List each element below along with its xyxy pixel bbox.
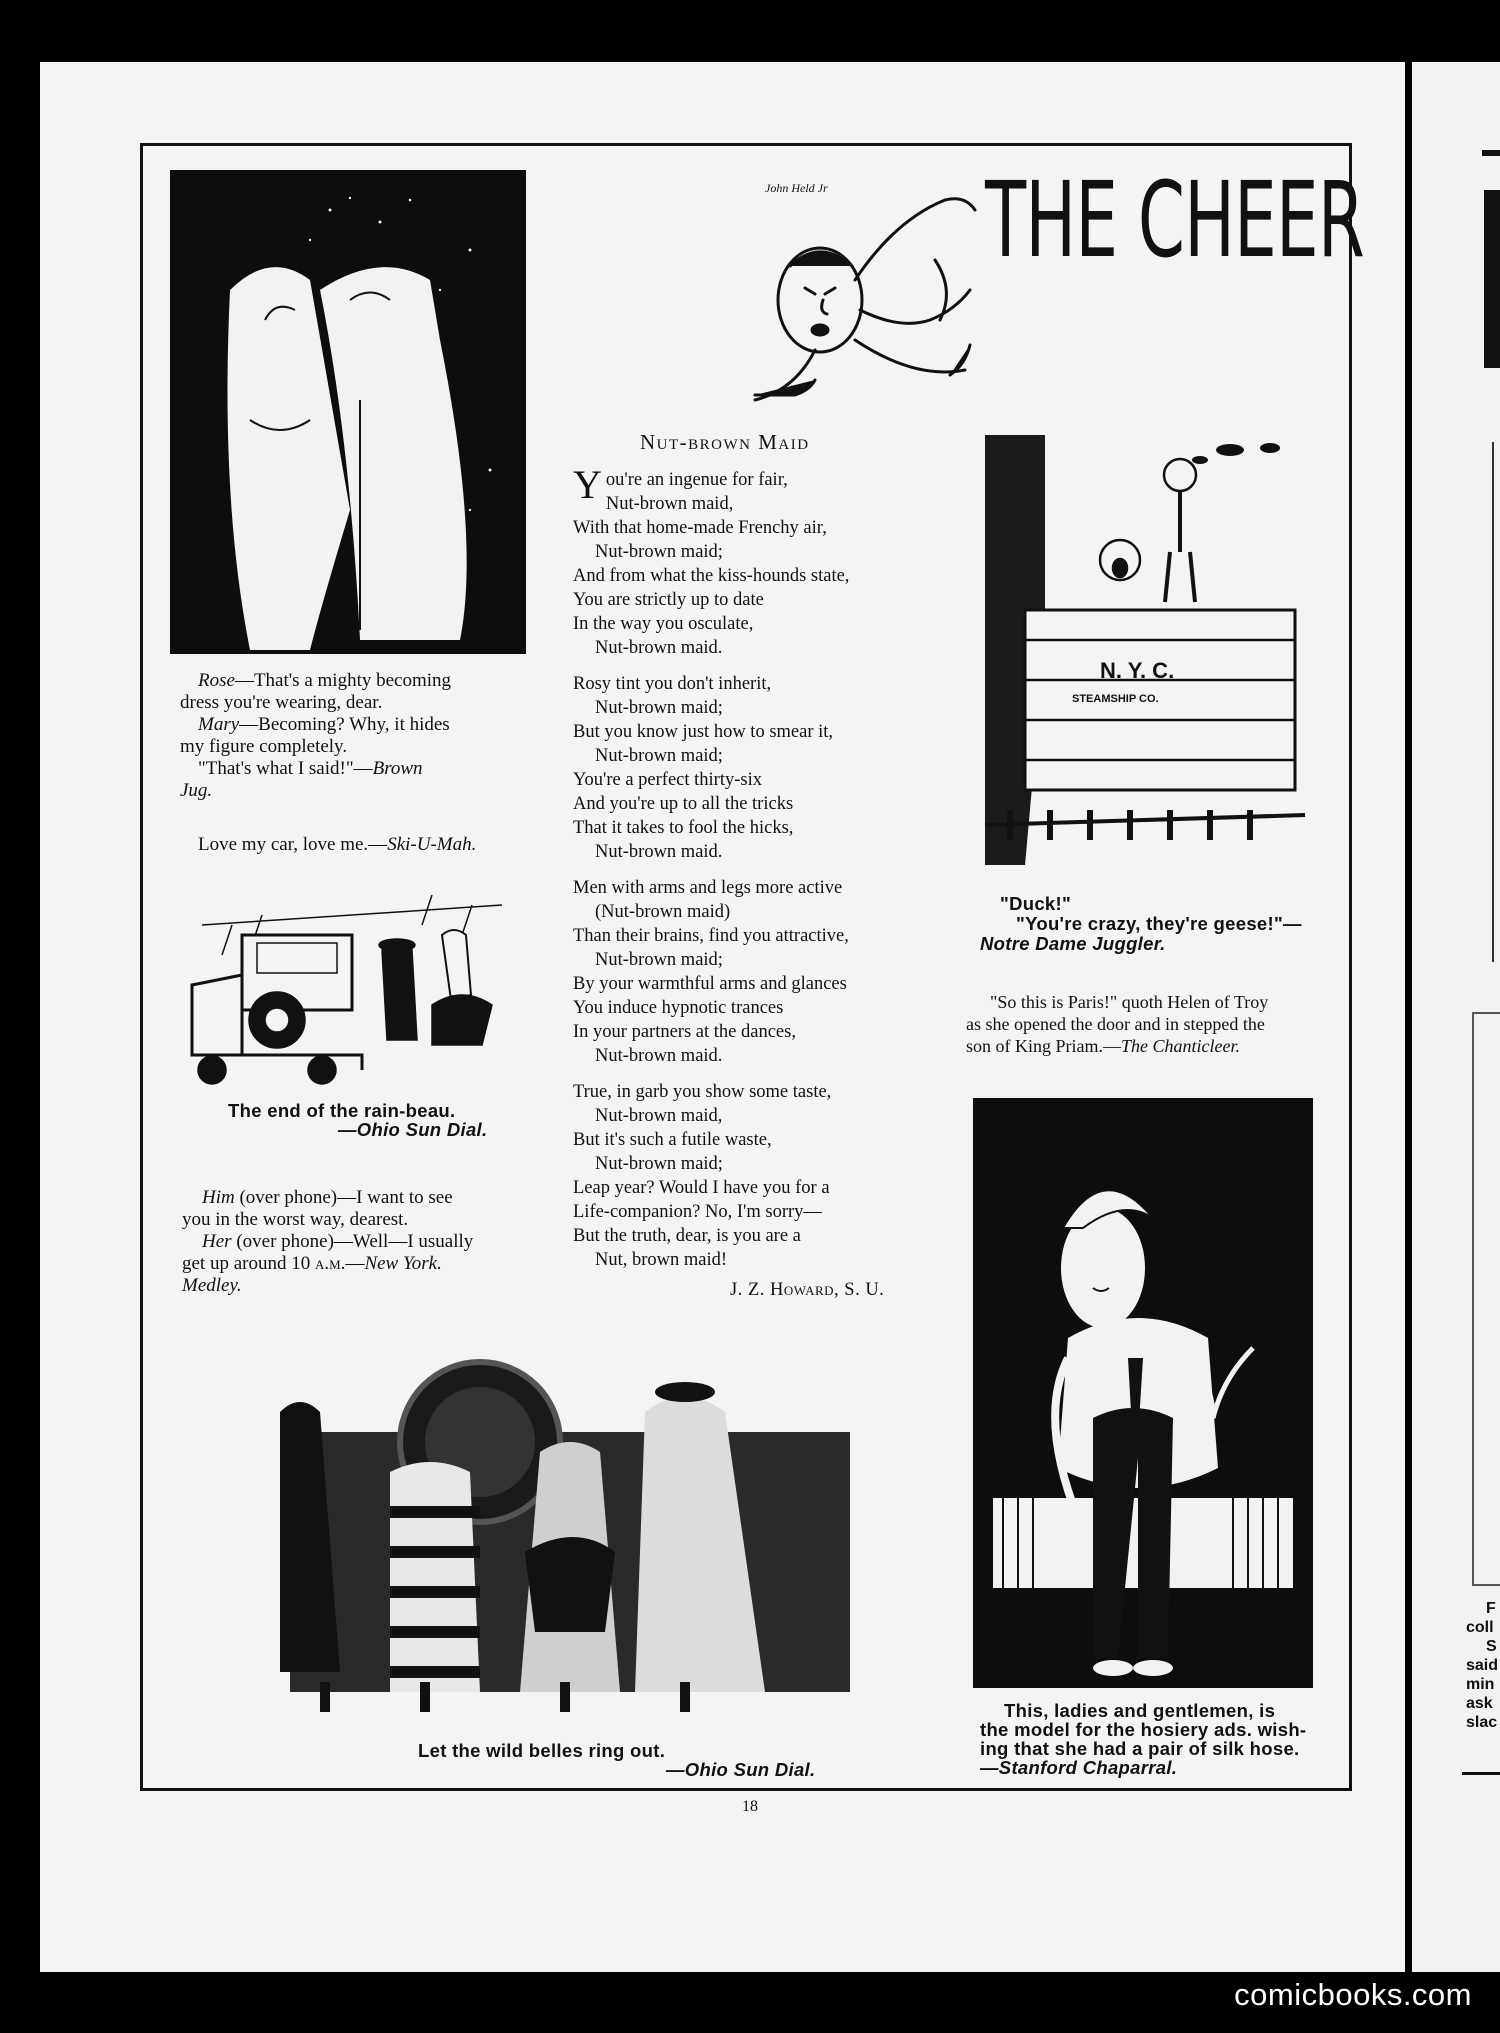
fragment: min	[1466, 1676, 1495, 1693]
poem-line: But the truth, dear, is you are a	[573, 1226, 801, 1246]
drop-cap: Y	[573, 462, 602, 507]
poem-line: You're a perfect thirty-six	[573, 770, 762, 790]
paris-line-1: "So this is Paris!" quoth Helen of Troy	[990, 992, 1269, 1012]
rose-line-1: Rose—That's a mighty becoming	[198, 670, 452, 691]
poem-line: And from what the kiss-hounds state,	[573, 566, 850, 586]
poem-line: But you know just how to smear it,	[573, 722, 834, 742]
duck-line-3: Notre Dame Juggler.	[980, 933, 1166, 954]
fragment: slac	[1466, 1714, 1498, 1731]
train-sign-nyc: N. Y. C.	[1100, 658, 1175, 683]
rain-beau-cartoon	[182, 895, 524, 1095]
speaker-mary: Mary	[198, 714, 240, 735]
paris-line-3: son of King Priam.—The Chanticleer.	[966, 1036, 1240, 1056]
poem-stanza	[573, 1080, 933, 1272]
phone-line-2: you in the worst way, dearest.	[182, 1209, 409, 1230]
poem-line: (Nut-brown maid)	[595, 902, 731, 922]
phone-line-4: get up around 10 a.m.—New York.	[182, 1253, 442, 1274]
fragment: S	[1486, 1638, 1497, 1655]
car-joke: Love my car, love me.—Ski-U-Mah.	[198, 834, 477, 855]
watermark: comicbooks.com	[1234, 1977, 1472, 2012]
poem-line: Nut-brown maid;	[595, 950, 723, 970]
fragment: F	[1486, 1600, 1496, 1617]
poem-line: By your warmthful arms and glances	[573, 974, 847, 994]
poem-line: Than their brains, find you attractive,	[573, 926, 849, 946]
poem-line: Men with arms and legs more active	[573, 878, 843, 898]
hosiery-line-4: —Stanford Chaparral.	[980, 1757, 1178, 1778]
poem-line: And you're up to all the tricks	[573, 794, 794, 814]
poem-line: In your partners at the dances,	[573, 1022, 796, 1042]
page-number: 18	[742, 1798, 758, 1815]
speaker-him: Him	[202, 1187, 235, 1208]
poem-line: Nut, brown maid!	[595, 1250, 728, 1270]
rose-line-2: dress you're wearing, dear.	[180, 692, 383, 713]
hosiery-line-2: the model for the hosiery ads. wish-	[980, 1719, 1307, 1740]
duck-line-1: "Duck!"	[1000, 893, 1072, 914]
rose-line-5: "That's what I said!"—Brown	[198, 758, 423, 779]
poem-line: In the way you osculate,	[573, 614, 754, 634]
train-cartoon	[980, 430, 1310, 880]
paris-line-2: as she opened the door and in stepped the	[966, 1014, 1265, 1034]
duck-line-2: "You're crazy, they're geese!"—	[1016, 913, 1302, 934]
rose-line-3: Mary—Becoming? Why, it hides	[198, 714, 450, 735]
poem-line: You are strictly up to date	[573, 590, 764, 610]
train-sign-steamship: STEAMSHIP CO.	[1072, 693, 1159, 705]
page-title: THE CHEER	[985, 159, 1364, 281]
poem-line: Leap year? Would I have you for a	[573, 1178, 830, 1198]
poem-line: Nut-brown maid;	[595, 542, 723, 562]
poem-body	[573, 462, 933, 1284]
poem-line: Nut-brown maid.	[595, 638, 723, 658]
fragment: ask	[1466, 1695, 1493, 1712]
poem-line: Nut-brown maid;	[595, 746, 723, 766]
poem-line: But it's such a futile waste,	[573, 1130, 772, 1150]
poem-line: Nut-brown maid,	[605, 494, 734, 514]
facing-page-edge	[1412, 62, 1500, 1972]
signature: John Held Jr	[765, 181, 828, 195]
hosiery-model-illustration	[973, 1098, 1313, 1688]
rose-line-6: Jug.	[180, 780, 213, 801]
poem-line: You induce hypnotic trances	[573, 998, 784, 1018]
fragment: coll	[1466, 1619, 1494, 1636]
speaker-her: Her	[202, 1231, 232, 1252]
phone-line-5: Medley.	[182, 1275, 242, 1296]
belles-caption-line-1: Let the wild belles ring out.	[418, 1740, 666, 1761]
poem-title: Nut-brown Maid	[640, 430, 810, 454]
poem-line: Nut-brown maid;	[595, 1154, 723, 1174]
poem-line: Life-companion? No, I'm sorry—	[573, 1202, 822, 1222]
header-cartoon	[735, 170, 995, 410]
poem-line: Nut-brown maid;	[595, 698, 723, 718]
poem-author: J. Z. Howard, S. U.	[730, 1280, 885, 1300]
rain-caption-line-1: The end of the rain-beau.	[228, 1100, 456, 1121]
hosiery-line-3: ing that she had a pair of silk hose.	[980, 1738, 1300, 1759]
belles-illustration	[250, 1352, 875, 1732]
poem-stanza	[573, 876, 933, 1068]
poem-line: Nut-brown maid.	[595, 1046, 723, 1066]
poem-line: Nut-brown maid,	[595, 1106, 723, 1126]
rose-line-4: my figure completely.	[180, 736, 348, 757]
phone-line-3: Her (over phone)—Well—I usually	[202, 1231, 474, 1252]
rain-caption-line-2: —Ohio Sun Dial.	[338, 1119, 488, 1140]
poem-line: Rosy tint you don't inherit,	[573, 674, 772, 694]
poem-line: That it takes to fool the hicks,	[573, 818, 794, 838]
poem-line: True, in garb you show some taste,	[573, 1082, 832, 1102]
poem-line: You're an ingenue for fair,	[573, 462, 788, 507]
fragment: said	[1466, 1657, 1499, 1674]
poem-line: With that home-made Frenchy air,	[573, 518, 827, 538]
poem-stanza	[573, 672, 933, 864]
rose-mary-illustration	[170, 170, 526, 654]
hosiery-line-1: This, ladies and gentlemen, is	[1004, 1700, 1276, 1721]
speaker-rose: Rose	[198, 670, 235, 691]
belles-caption-line-2: —Ohio Sun Dial.	[666, 1759, 816, 1780]
poem-line: Nut-brown maid.	[595, 842, 723, 862]
phone-line-1: Him (over phone)—I want to see	[202, 1187, 453, 1208]
poem-stanza	[573, 462, 933, 660]
